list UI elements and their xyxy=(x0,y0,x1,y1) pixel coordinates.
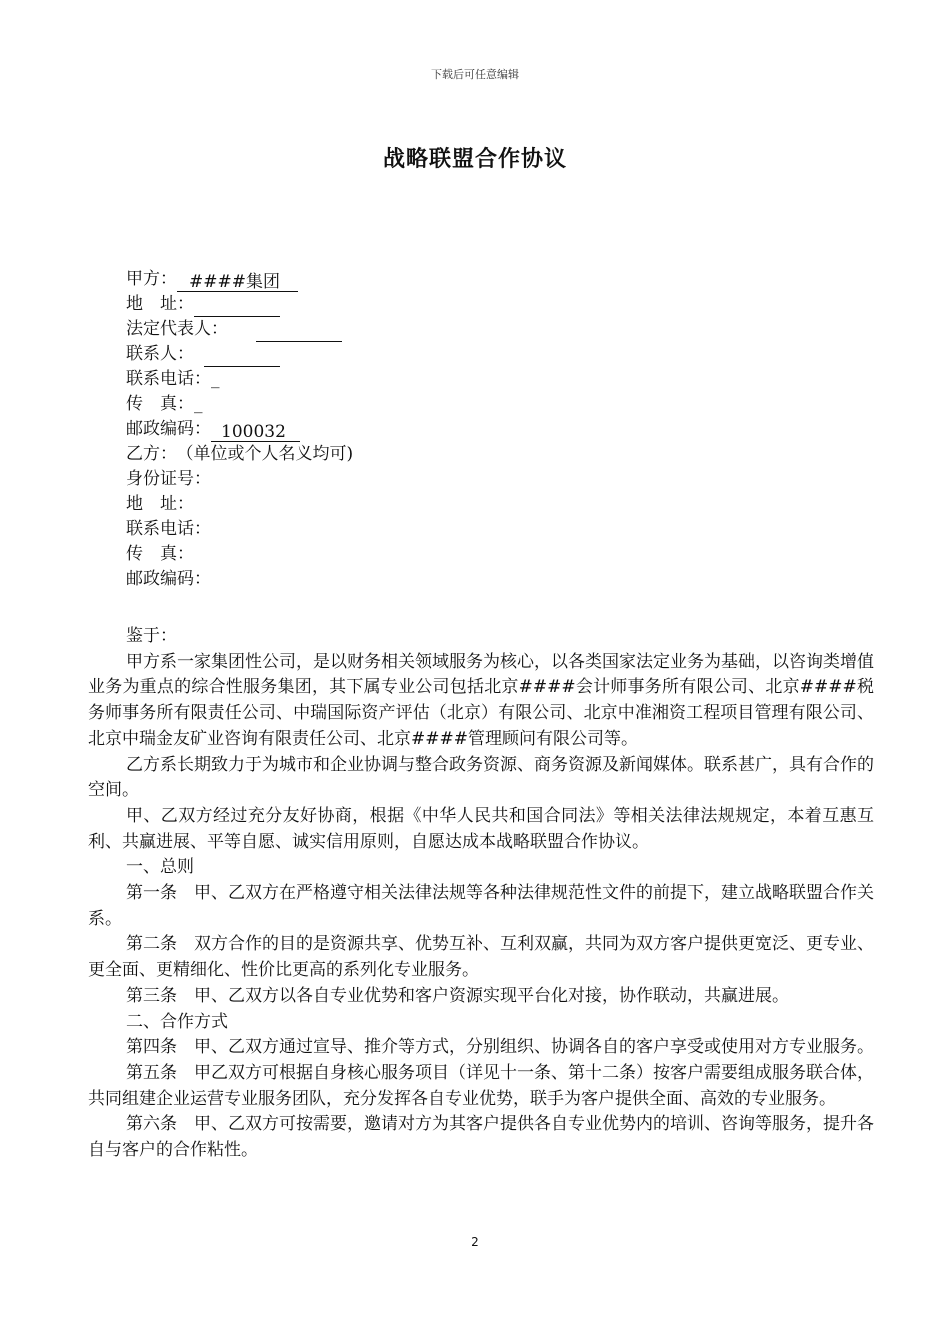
party-b-address-label: 地 址： xyxy=(126,494,194,514)
party-a-name-label: 甲方： xyxy=(126,269,177,289)
party-b-name-label: 乙方： xyxy=(126,444,177,464)
party-a-contact-blank xyxy=(204,348,280,367)
section-heading-cooperation: 二、合作方式 xyxy=(126,1011,228,1032)
party-b-id-label: 身份证号： xyxy=(126,469,211,489)
article-1: 第一条 甲、乙双方在严格遵守相关法律法规等各种法律规范性文件的前提下，建立战略联盟合作关系。 xyxy=(88,883,874,929)
party-b-name-row xyxy=(126,442,846,467)
paragraph-whereas: 鉴于： xyxy=(126,626,177,646)
party-a-postcode-row xyxy=(126,417,846,442)
agreement-body xyxy=(88,624,874,1164)
party-a-address-row xyxy=(126,292,846,317)
party-a-fax-label: 传 真：_ xyxy=(126,394,203,414)
paragraph-party-a-intro: 甲方系一家集团性公司，是以财务相关领域服务为核心，以各类国家法定业务为基础，以咨询类增值业务为重点的综合性服务集团，其下属专业公司包括北京####会计师事务所有限公司、北京####税务师事务所有限责任公司、中瑞国际资产评估（北京）有限公司、北京中准湘资工程项目管理有限公司、北京中瑞金友矿业咨询有限责任公司、北京####管理顾问有限公司等。 xyxy=(88,651,874,749)
party-b-address-row xyxy=(126,492,846,517)
paragraph-party-b-intro: 乙方系长期致力于为城市和企业协调与整合政务资源、商务资源及新闻媒体。联系甚广，具有合作的空间。 xyxy=(88,754,874,801)
article-6: 第六条 甲、乙双方可按需要，邀请对方为其客户提供各自专业优势内的培训、咨询等服务，提升各自与客户的合作粘性。 xyxy=(88,1114,874,1161)
party-b-postcode-row xyxy=(126,567,846,592)
party-b-postcode-label: 邮政编码： xyxy=(126,569,211,589)
article-3: 第三条 甲、乙双方以各自专业优势和客户资源实现平台化对接，协作联动，共赢进展。 xyxy=(126,985,789,1006)
party-b-name-note: （单位或个人名义均可) xyxy=(185,444,354,464)
party-a-phone-label: 联系电话：_ xyxy=(126,369,220,389)
page-number: 2 xyxy=(471,1235,479,1249)
party-a-name-row xyxy=(126,267,846,292)
party-b-fax-label: 传 真： xyxy=(126,544,194,564)
party-a-postcode-value: 100032 xyxy=(211,423,300,442)
article-5: 第五条 甲乙双方可根据自身核心服务项目（详见十一条、第十二条）按客户需要组成服务联合体，共同组建企业运营专业服务团队，充分发挥各自专业优势，联手为客户提供全面、高效的专业服务。 xyxy=(88,1062,874,1109)
party-a-fax-row xyxy=(126,392,846,417)
party-b-phone-label: 联系电话： xyxy=(126,519,211,539)
article-4: 第四条 甲、乙双方通过宣导、推介等方式，分别组织、协调各自的客户享受或使用对方专业服务。 xyxy=(126,1037,874,1058)
party-a-address-blank xyxy=(194,298,280,317)
article-2: 第二条 双方合作的目的是资源共享、优势互补、互利双赢，共同为双方客户提供更宽泛、更专业、更全面、更精细化、性价比更高的系列化专业服务。 xyxy=(88,934,874,981)
party-a-contact-label: 联系人： xyxy=(126,344,194,364)
party-b-phone-row xyxy=(126,517,846,542)
party-a-legal-rep-blank xyxy=(256,323,342,342)
party-a-name-value: ####集团 xyxy=(177,273,298,292)
party-a-contact-row xyxy=(126,342,846,367)
party-a-address-label: 地 址： xyxy=(126,294,194,314)
section-heading-general: 一、总则 xyxy=(126,857,194,878)
paragraph-consensus: 甲、乙双方经过充分友好协商，根据《中华人民共和国合同法》等相关法律法规规定，本着互惠互利、共赢进展、平等自愿、诚实信用原则，自愿达成本战略联盟合作协议。 xyxy=(88,805,874,852)
party-a-postcode-label: 邮政编码： xyxy=(126,419,211,439)
party-info-block xyxy=(126,267,846,592)
party-a-legal-rep-label: 法定代表人： xyxy=(126,319,228,339)
party-a-legal-rep-row xyxy=(126,317,846,342)
page-title: 战略联盟合作协议 xyxy=(382,147,567,172)
party-b-id-row xyxy=(126,467,846,492)
party-b-fax-row xyxy=(126,542,846,567)
header-note: 下载后可任意编辑 xyxy=(431,68,519,81)
party-a-phone-row xyxy=(126,367,846,392)
